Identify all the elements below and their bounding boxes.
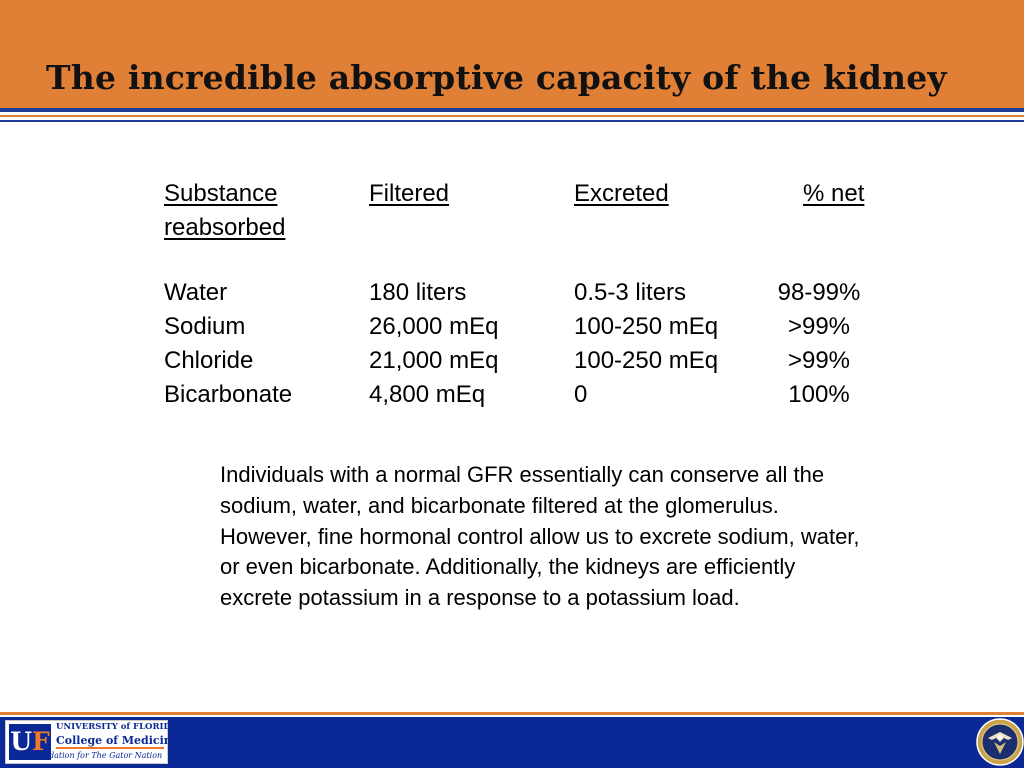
cell-substance: Bicarbonate bbox=[164, 381, 293, 408]
va-seal-icon bbox=[976, 718, 1024, 766]
cell-excreted: 0 bbox=[574, 381, 588, 408]
cell-filtered: 180 liters bbox=[369, 279, 467, 306]
cell-substance: Sodium bbox=[164, 313, 246, 340]
uf-university-name: UNIVERSITY of FLORIDA bbox=[56, 722, 178, 732]
cell-substance: Water bbox=[164, 279, 228, 306]
cell-net: >99% bbox=[787, 347, 851, 374]
uf-college-name: College of Medicine bbox=[56, 734, 179, 747]
uf-logo-divider bbox=[56, 747, 164, 749]
header-excreted: Excreted bbox=[574, 180, 669, 207]
uf-monogram-f: F bbox=[32, 727, 50, 756]
header-net-line1: % net bbox=[803, 180, 865, 207]
cell-excreted: 0.5-3 liters bbox=[574, 279, 687, 306]
cell-net: 100% bbox=[788, 381, 850, 408]
uf-college-of-medicine-logo bbox=[5, 720, 179, 764]
header-filtered: Filtered bbox=[369, 180, 450, 207]
uf-tagline: The Foundation for The Gator Nation bbox=[11, 751, 163, 760]
header-net-line2: reabsorbed bbox=[164, 214, 286, 241]
cell-excreted: 100-250 mEq bbox=[574, 347, 719, 374]
header-substance: Substance bbox=[164, 180, 278, 207]
cell-excreted: 100-250 mEq bbox=[574, 313, 719, 340]
cell-filtered: 21,000 mEq bbox=[369, 347, 499, 374]
cell-net: 98-99% bbox=[777, 279, 861, 306]
slide-title: The incredible absorptive capacity of the kidney bbox=[46, 58, 947, 97]
uf-monogram-u: U bbox=[10, 727, 33, 756]
cell-filtered: 4,800 mEq bbox=[369, 381, 486, 408]
cell-substance: Chloride bbox=[164, 347, 254, 374]
cell-filtered: 26,000 mEq bbox=[369, 313, 499, 340]
cell-net: >99% bbox=[787, 313, 851, 340]
explanation-paragraph: Individuals with a normal GFR essentially can conserve all the sodium, water, and bicarbonate filtered at the glomerulus. However, fine hormonal control allow us to excrete sodium, water, or even bicarbonate. Additionally, the kidneys are efficiently excrete potassium in a response to a potassium load. bbox=[220, 462, 860, 611]
